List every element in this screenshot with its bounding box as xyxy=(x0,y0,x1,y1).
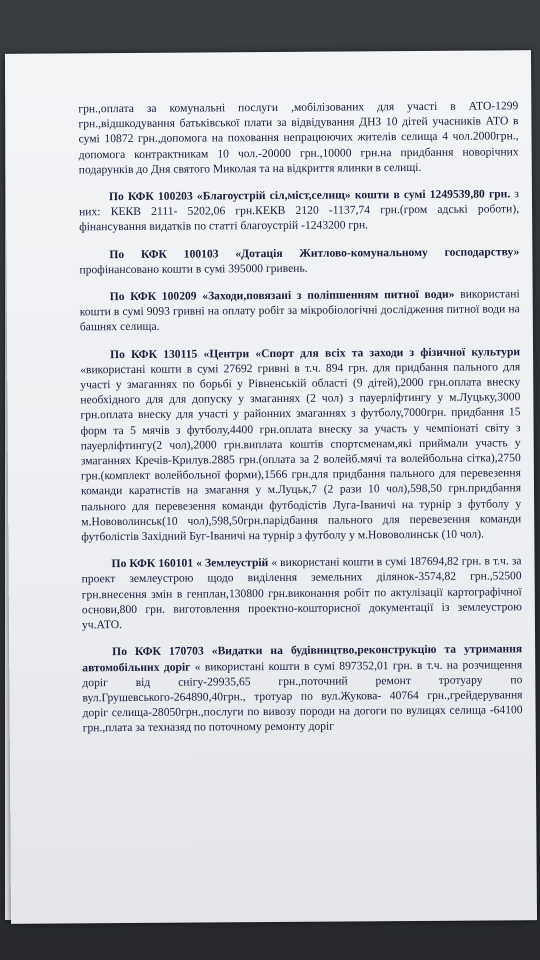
document-body xyxy=(78,98,523,748)
paragraph-heading: По КФК 100103 «Дотація Житлово-комунальному господарству» xyxy=(109,244,520,261)
paragraph-kfk-130115 xyxy=(80,344,521,545)
paragraph-kfk-100103 xyxy=(79,244,519,277)
paragraph-intro xyxy=(78,98,519,177)
paragraph-text: профінансовано кошти в сумі 395000 гривень. xyxy=(79,261,308,277)
paragraph-heading: По КФК 100203 «Благоустрій сіл,міст,селищ» кошти в сумі 1249539,80 грн. xyxy=(108,187,511,204)
paragraph-heading: По КФК 130115 «Центри «Спорт для всіх та заходи з фізичної культури xyxy=(110,344,521,361)
paragraph-text: використані кошти в сумі 9093 гривні на оплату робіт за мікробіологічні дослідження питної води на башнях селища. xyxy=(79,287,520,334)
paragraph-heading: По КФК 160101 « Землеустрій xyxy=(111,556,269,571)
paragraph-kfk-100203 xyxy=(79,186,519,235)
paragraph-text: «використані кошти в сумі 27692 гривні в т.ч. 894 грн. для придбання пального для участі у змаганнях по борьбі у Рівненській області (9 дітей),2000 грн.оплата внеску необхідного для для допуску у змаганнях (2 чол) з пауерліфтингу у м.Луцьку,3000 грн.оплата внеску для участі у районних змаганнях з футболу,7000грн. придбання 15 форм та 5 мячів з футболу,4400 грн.оплата внеску за участь у чемпіонаті світу з пауерліфтингу(2 чол),2000 грн.виплата коштів спортсменам,які приймали участь у змаганнях Кречів-Крилув.2885 грн.(оплата за 2 волейб.мячі та волейбольна сітка),2750 грн.(комплект волейбольної форми),1566 грн.для придбання пального для перевезення команди каратистів на змагання у м.Луцьк,7 (2 рази 10 чол),598,50 грн.придбання пального для перевезення команди футбодістів Луга-Іваничі на турнір з футболу у м.Нововолинськ(10 чол),598,50грн.парідбання пального для перевезення команди футболістів Західний Буг-Іваничі на турнір з футболу у м.Нововолинськ (10 чол). xyxy=(80,360,522,544)
paragraph-heading: По КФК 100209 «Заходи,повязані з поліпшенням питної води» xyxy=(109,287,455,304)
paragraph-text: « використані кошти в сумі 187694,82 грн. в т.ч. за проект землеустрою щодо виділення земельних ділянок-3574,82 грн.,52500 грн.внесення змін в генплан,130800 грн.виконання робіт по актулізації картографічної основи,800 грн. виготовлення проектно-кошторисної документації із землеустрою уч.АТО. xyxy=(81,554,522,632)
paragraph-heading: По КФК 170703 «Видатки на будівництво,реконструкцію та утримання автомобільних доріг xyxy=(82,642,523,674)
paragraph-text: « використані кошти в сумі 897352,01 грн. в т.ч. на розчищення доріг від снігу-29935,65 грн.,поточний ремонт тротуару по вул.Грушевського-264890,40грн., тротуар по вул.Жукова- 40764 грн.,грейдерування доріг селища-28050грн.,послуги по вивозу породи на догоги по вулицях селища -64100 грн.,плата за техназяд по поточному ремонту доріг xyxy=(82,657,523,735)
paragraph-kfk-170703 xyxy=(82,642,523,736)
document-page xyxy=(5,50,537,924)
paragraph-kfk-160101 xyxy=(81,554,522,633)
paragraph-text: грн.,оплата за комунальні послуги ,мобілізованих для участі в АТО-1299 грн.,відшкодування батьківської плати за відвідування ДНЗ 10 дітей учасників АТО в сумі 10872 грн.,допомога на поховання непрацюючих жителів селища 4 чол.2000грн., допомога контрактникам 10 чол.-20000 грн.,10000 грн.на придбання новорічних подарунків до Дня святого Миколая та на відкриття ялинки в селищі. xyxy=(78,99,519,177)
paragraph-text: з них: КЕКВ 2111- 5202,06 грн.КЕКВ 2120 -1137,74 грн.(гром адські роботи), фінансування видатків по статті благоустрій -1243200 грн. xyxy=(79,187,520,234)
paragraph-kfk-100209 xyxy=(80,286,520,335)
